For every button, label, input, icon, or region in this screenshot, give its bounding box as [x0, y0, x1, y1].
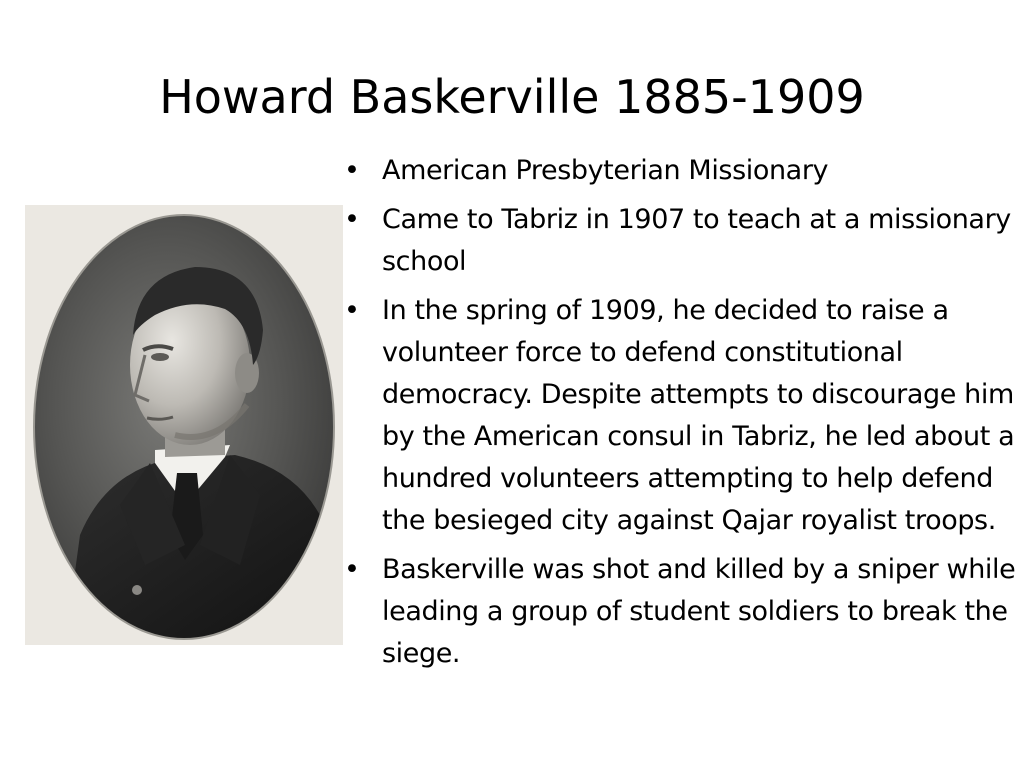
bullet-text: In the spring of 1909, he decided to raise a volunteer force to defend constitutional democracy. Despite attempts to discourage him by the American consul in Tabriz, he led about a hundred volunteers attempting to help defend the besieged city against Qajar royalist troops.: [382, 295, 1015, 536]
bullet-item: [338, 549, 1018, 675]
portrait-photo: [25, 205, 343, 645]
bullet-item: [338, 150, 1018, 192]
bullet-dot-icon: •: [344, 204, 360, 235]
bullet-text: Came to Tabriz in 1907 to teach at a missionary school: [382, 204, 1011, 277]
bullet-text: Baskerville was shot and killed by a sniper while leading a group of student soldiers to break the siege.: [382, 554, 1016, 669]
bullet-item: [338, 199, 1018, 283]
bullet-dot-icon: •: [344, 554, 360, 585]
slide-title: Howard Baskerville 1885-1909: [159, 70, 865, 124]
bullet-text: American Presbyterian Missionary: [382, 155, 829, 186]
bullet-item: [338, 290, 1018, 542]
bullet-list: [338, 150, 1018, 682]
bullet-dot-icon: •: [344, 155, 360, 186]
bullet-dot-icon: •: [344, 295, 360, 326]
